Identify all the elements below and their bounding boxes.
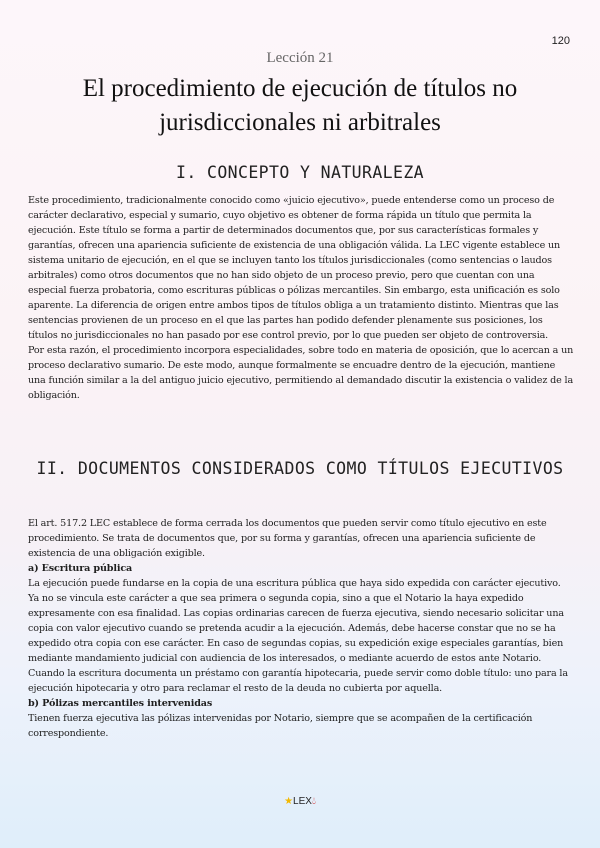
lesson-label: Lección 21 — [266, 50, 334, 66]
footer-text: LEX — [293, 796, 312, 807]
star-icon: ★ — [284, 796, 294, 807]
page-number: 120 — [551, 35, 570, 47]
subheading-polizas: b) Pólizas mercantiles intervenidas — [28, 698, 213, 709]
section-heading-documentos: II. DOCUMENTOS CONSIDERADOS COMO TÍTULOS EJECUTIVOS — [36, 459, 564, 478]
page-title: El procedimiento de ejecución de títulos no jurisdiccionales ni arbitrales — [82, 75, 518, 136]
section-body-concepto — [28, 193, 574, 403]
section-body-documentos — [28, 516, 574, 741]
paragraph: Por esta razón, el procedimiento incorpora especialidades, sobre todo en materia de oposición, que lo acercan a un proceso declarativo sumario. De este modo, aunque formalmente se encuadre dentro de la ejecución, mantiene una función similar a la del antiguo juicio ejecutivo, permitiendo al demandado discutir la existencia o validez de la obligación. — [28, 345, 574, 401]
subheading-escritura: a) Escritura pública — [28, 563, 133, 574]
paragraph: Tienen fuerza ejecutiva las pólizas intervenidas por Notario, siempre que se acompañen de la certificación correspondiente. — [28, 713, 533, 739]
section-heading-concepto: I. CONCEPTO Y NATURALEZA — [175, 163, 424, 182]
drop-icon: 💧︎ — [311, 796, 316, 807]
footer-logo — [0, 796, 600, 807]
paragraph: El art. 517.2 LEC establece de forma cerrada los documentos que pueden servir como título ejecutivo en este procedimiento. Se trata de documentos que, por su forma y garantías, ofrecen una apariencia suficiente de existencia de una obligación exigible. — [28, 518, 547, 559]
paragraph: Este procedimiento, tradicionalmente conocido como «juicio ejecutivo», puede entenderse como un proceso de carácter declarativo, especial y sumario, cuyo objetivo es obtener de forma rápida un título que permita la ejecución. Este título se forma a partir de determinados documentos que, por sus características formales y garantías, ofrecen una apariencia suficiente de existencia de una obligación válida. La LEC vigente establece un sistema unitario de ejecución, en el que se incluyen tanto los títulos jurisdiccionales (como sentencias o laudos arbitrales) como otros documentos que no han sido objeto de un proceso previo, pero que cuentan con una especial fuerza probatoria, como escrituras públicas o pólizas mercantiles. Sin embargo, esta unificación es solo aparente. La diferencia de origen entre ambos tipos de títulos obliga a un tratamiento distinto. Mientras que las sentencias provienen de un proceso en el que las partes han podido defender plenamente sus posiciones, los títulos no jurisdiccionales no han pasado por ese control previo, por lo que pueden ser objeto de controversia. — [28, 195, 561, 341]
paragraph: La ejecución puede fundarse en la copia de una escritura pública que haya sido expedida con carácter ejecutivo. Ya no se vincula este carácter a que sea primera o segunda copia, sino a que el Notario la haya expedido expresamente con esa finalidad. Las copias ordinarias carecen de fuerza ejecutiva, siendo necesario solicitar una copia con valor ejecutivo cuando se pretenda acudir a la ejecución. Además, debe hacerse constar que no se ha expedido otra copia con ese carácter. En caso de segundas copias, su expedición exige especiales garantías, bien mediante mandamiento judicial con audiencia de los interesados, o mediante acuerdo de estos ante Notario. Cuando la escritura documenta un préstamo con garantía hipotecaria, puede servir como doble título: uno para la ejecución hipotecaria y otro para reclamar el resto de la deuda no cubierta por aquella. — [28, 578, 568, 694]
